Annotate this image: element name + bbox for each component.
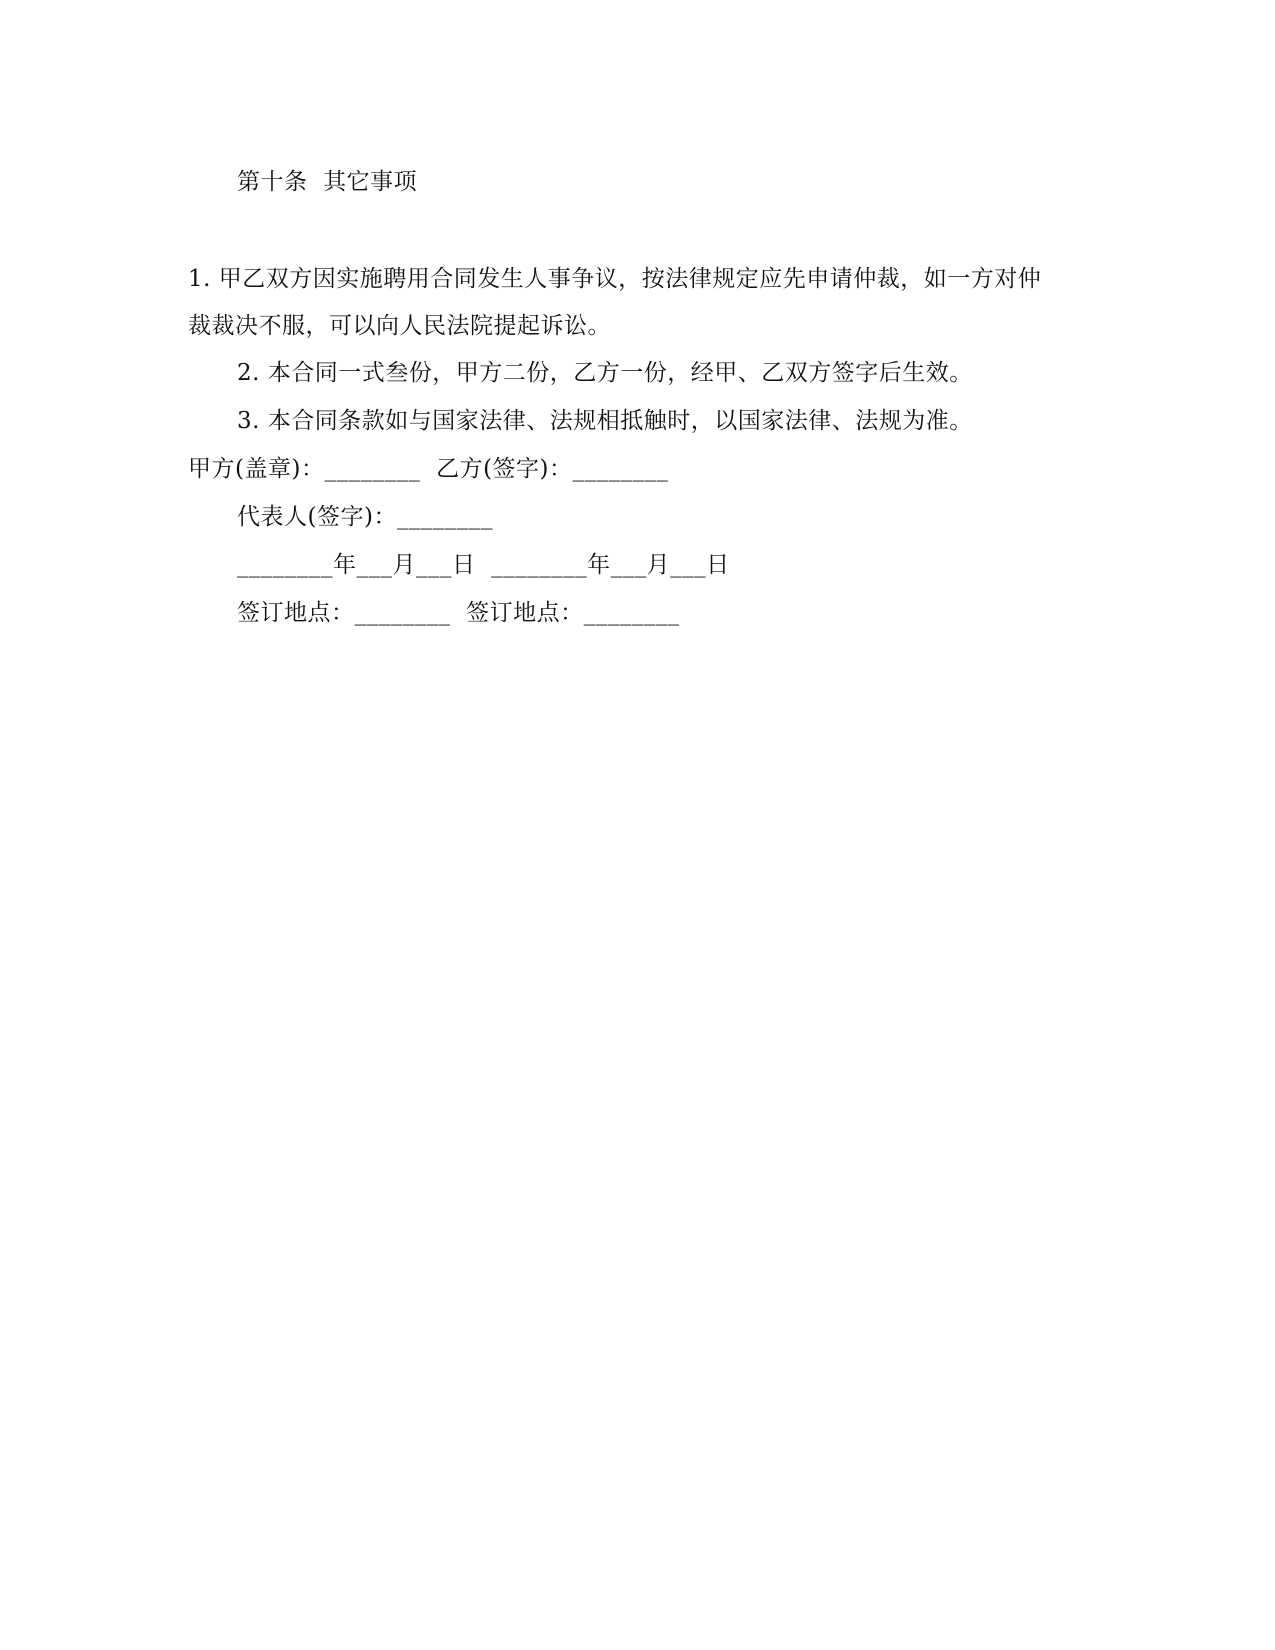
- clause-2: 2. 本合同一式叁份，甲方二份，乙方一份，经甲、乙双方签字后生效。: [237, 360, 973, 386]
- signing-place-line: 签订地点：________ 签订地点：________: [237, 600, 680, 626]
- clause-1-line-1: 1. 甲乙双方因实施聘用合同发生人事争议，按法律规定应先申请仲裁，如一方对仲: [188, 266, 1042, 292]
- clause-3: 3. 本合同条款如与国家法律、法规相抵触时，以国家法律、法规为准。: [237, 408, 973, 434]
- signing-date-line: ________年___月___日 ________年___月___日: [237, 552, 730, 578]
- representative-signature-line: 代表人(签字)：________: [237, 504, 493, 530]
- clause-1-line-2: 裁裁决不服，可以向人民法院提起诉讼。: [188, 313, 611, 339]
- section-heading: 第十条 其它事项: [237, 169, 418, 195]
- party-signature-line: 甲方(盖章)：________ 乙方(签字)：________: [188, 456, 669, 482]
